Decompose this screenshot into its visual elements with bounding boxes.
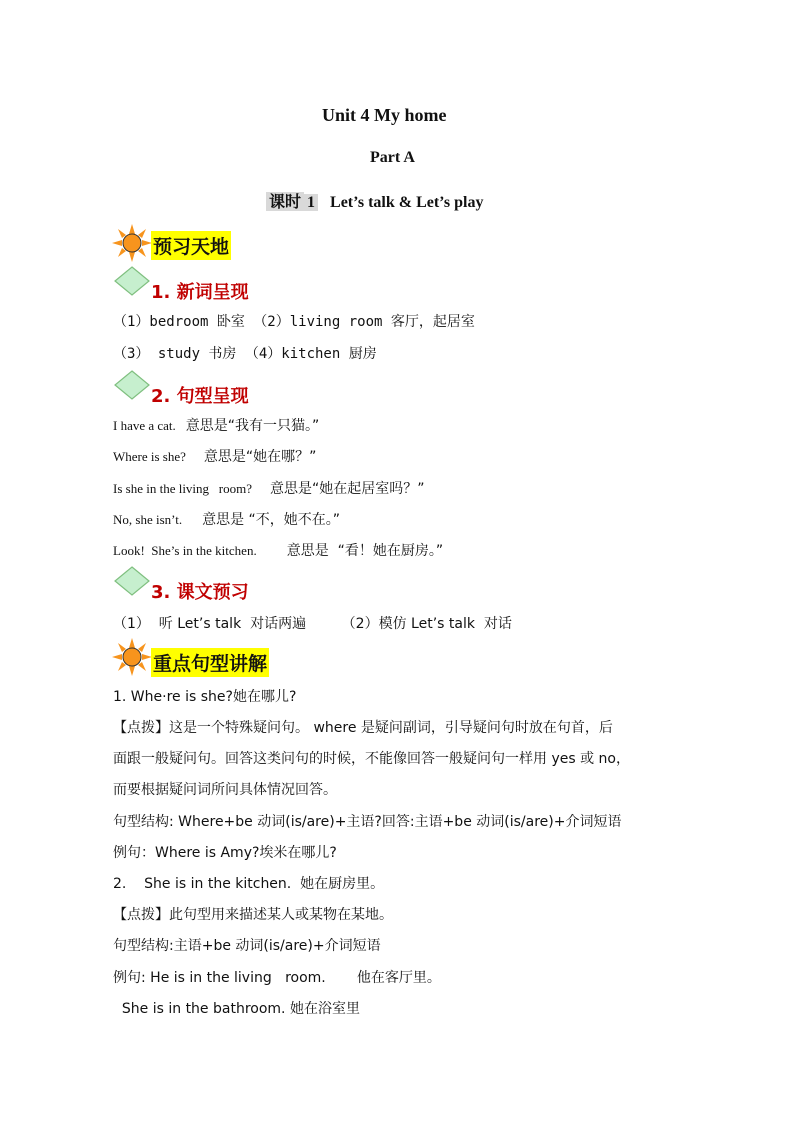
sentence-cn: 意思是 “不，她不在。” (202, 512, 341, 528)
sentence-en: No, she isn’t. (113, 512, 183, 527)
sentence-cn: 意思是 “看！她在厨房。” (286, 543, 444, 559)
explanation-line: 1. Whe·re is she?她在哪儿? (113, 689, 297, 705)
sentence-row (113, 478, 425, 498)
section-banner-key-sentences: 重点句型讲解 (151, 648, 269, 677)
sentence-heading: 2. 句型呈现 (151, 386, 249, 407)
lesson-title: Let’s talk & Let’s play (330, 194, 484, 211)
sentence-en: Is she in the living room? (113, 481, 253, 496)
explanation-line: 例句: He is in the living room. 他在客厅里。 (113, 970, 441, 986)
preview-heading: 3. 课文预习 (151, 582, 249, 603)
sentence-cn: 意思是“她在哪？” (203, 449, 317, 465)
explanation-line: 2. She is in the kitchen. 她在厨房里。 (113, 876, 385, 892)
preview-line: （1） 听 Let’s talk 对话两遍 （2）模仿 Let’s talk 对话 (113, 616, 512, 632)
sun-icon (112, 224, 152, 262)
vocab-line-2: （3） study 书房 （4）kitchen 厨房 (113, 346, 377, 362)
sentence-cn: 意思是“我有一只猫。” (185, 418, 320, 434)
sentence-row (113, 540, 443, 560)
explanation-line: 【点拨】这是一个特殊疑问句。 where 是疑问副词，引导疑问句时放在句首，后 (113, 720, 613, 736)
sun-icon (112, 638, 152, 676)
sentence-row (113, 509, 340, 529)
document-title: Unit 4 My home (322, 105, 447, 125)
diamond-icon (114, 566, 150, 596)
section-banner-preview: 预习天地 (151, 231, 231, 260)
diamond-icon (114, 370, 150, 400)
vocab-heading: 1. 新词呈现 (151, 282, 249, 303)
part-label: Part A (370, 149, 415, 166)
lesson-prefix: 课时 (266, 192, 304, 211)
explanation-line: 例句：Where is Amy?埃米在哪儿? (113, 845, 337, 861)
explanation-line: 【点拨】此句型用来描述某人或某物在某地。 (113, 907, 393, 923)
lesson-number: 1 (304, 194, 318, 211)
sentence-cn: 意思是“她在起居室吗？” (270, 481, 425, 497)
sentence-row (113, 415, 319, 435)
vocab-line-1: （1）bedroom 卧室 （2）living room 客厅，起居室 (113, 314, 475, 330)
explanation-line: 面跟一般疑问句。回答这类问句的时候，不能像回答一般疑问句一样用 yes 或 no， (113, 751, 630, 767)
explanation-line: She is in the bathroom. 她在浴室里 (113, 1001, 360, 1017)
lesson-heading (266, 189, 483, 212)
explanation-line: 句型结构:主语+be 动词(is/are)+介词短语 (113, 938, 381, 954)
explanation-line: 句型结构: Where+be 动词(is/are)+主语?回答:主语+be 动词(is/are)+介词短语 (113, 814, 622, 830)
diamond-icon (114, 266, 150, 296)
sentence-en: Where is she? (113, 449, 186, 464)
sentence-en: I have a cat. (113, 418, 176, 433)
sentence-row (113, 446, 316, 466)
explanation-line: 而要根据疑问词所问具体情况回答。 (113, 782, 337, 798)
sentence-en: Look! She’s in the kitchen. (113, 543, 257, 558)
